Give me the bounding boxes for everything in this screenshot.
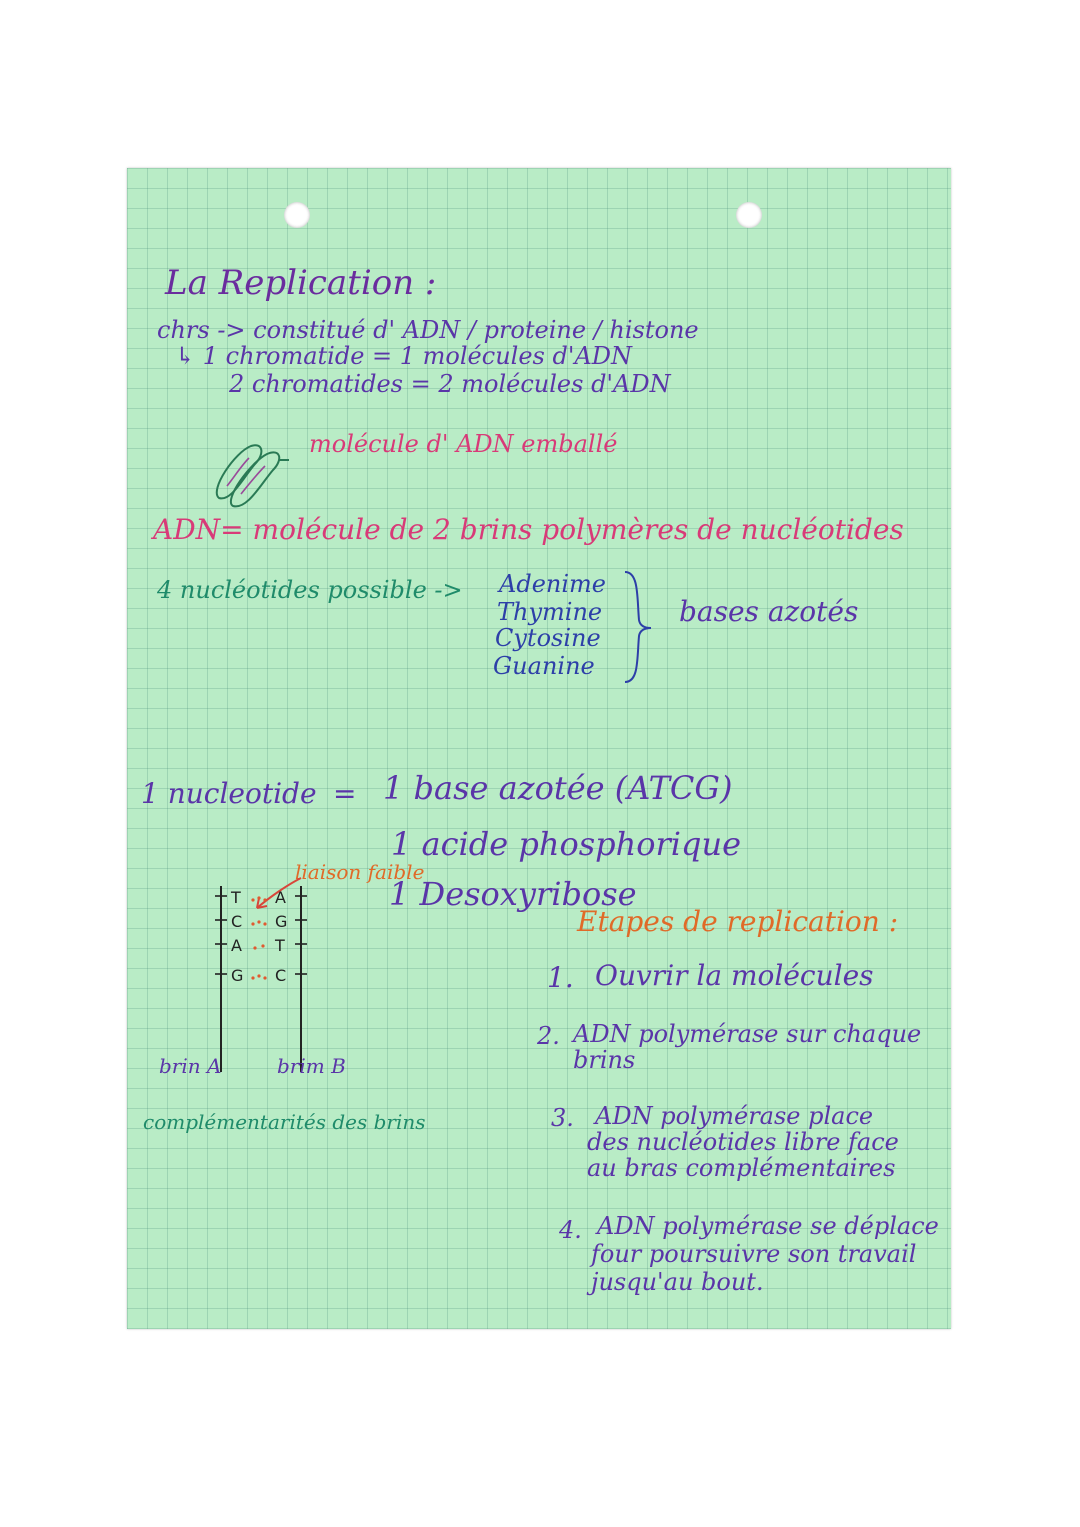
- step-4-number: 4.: [559, 1216, 582, 1244]
- base-left-3: A: [231, 936, 242, 955]
- base-right-4: C: [275, 966, 287, 985]
- complementarity-caption: complémentarités des brins: [143, 1110, 426, 1134]
- strand-a-label: brin A: [159, 1054, 222, 1078]
- binder-hole-right: [736, 202, 762, 228]
- nucleotide-guanine: Guanine: [493, 652, 595, 680]
- step-3-line-3: au bras complémentaires: [587, 1154, 896, 1182]
- binder-hole-left: [284, 202, 310, 228]
- nucleotide-adenine: Adenime: [499, 570, 606, 598]
- chromosome-drawing-label: molécule d' ADN emballé: [309, 430, 618, 458]
- step-1-line-1: Ouvrir la molécules: [595, 959, 874, 992]
- nucleotide-cytosine: Cytosine: [495, 624, 601, 652]
- page-title: La Replication :: [165, 263, 437, 303]
- step-4-line-2: four poursuivre son travail: [591, 1240, 917, 1268]
- dna-strands: [201, 886, 311, 1072]
- adn-definition: ADN= molécule de 2 brins polymères de nucléotides: [153, 513, 904, 546]
- curly-brace: [621, 568, 661, 686]
- chromosome-line-3: 2 chromatides = 2 molécules d'ADN: [229, 370, 671, 398]
- base-right-1: A: [275, 888, 286, 907]
- step-3-number: 3.: [551, 1104, 574, 1132]
- bases-azotes-label: bases azotés: [679, 595, 859, 628]
- chromosome-line-2: ↳ 1 chromatide = 1 molécules d'ADN: [175, 342, 633, 370]
- base-right-2: G: [275, 912, 288, 931]
- step-2-line-1: ADN polymérase sur chaque: [573, 1020, 922, 1048]
- base-right-3: T: [275, 936, 285, 955]
- base-left-1: T: [231, 888, 241, 907]
- composition-item-sugar: 1 Desoxyribose: [389, 875, 637, 913]
- steps-title: Etapes de replication :: [577, 905, 899, 938]
- step-3-line-1: ADN polymérase place: [595, 1102, 874, 1130]
- nucleotides-intro: 4 nucléotides possible ->: [157, 576, 463, 604]
- liaison-faible-label: liaison faible: [295, 860, 425, 884]
- chromosome-drawing: [205, 440, 289, 512]
- step-4-line-3: jusqu'au bout.: [591, 1268, 764, 1296]
- nucleotide-thymine: Thymine: [497, 598, 603, 626]
- grid-paper-sheet: [127, 168, 951, 1329]
- step-4-line-1: ADN polymérase se déplace: [597, 1212, 939, 1240]
- composition-item-base: 1 base azotée (ATCG): [383, 769, 733, 807]
- base-left-4: G: [231, 966, 244, 985]
- step-2-line-2: brins: [573, 1046, 636, 1074]
- step-3-line-2: des nucléotides libre face: [587, 1128, 899, 1156]
- step-2-number: 2.: [537, 1022, 560, 1050]
- step-1-number: 1.: [547, 961, 574, 994]
- base-left-2: C: [231, 912, 243, 931]
- equals-sign: =: [333, 777, 357, 810]
- strand-b-label: brim B: [277, 1054, 346, 1078]
- composition-item-acid: 1 acide phosphorique: [391, 825, 742, 863]
- nucleotide-lhs: 1 nucleotide: [141, 777, 317, 810]
- chromosome-line-1: chrs -> constitué d' ADN / proteine / histone: [157, 316, 699, 344]
